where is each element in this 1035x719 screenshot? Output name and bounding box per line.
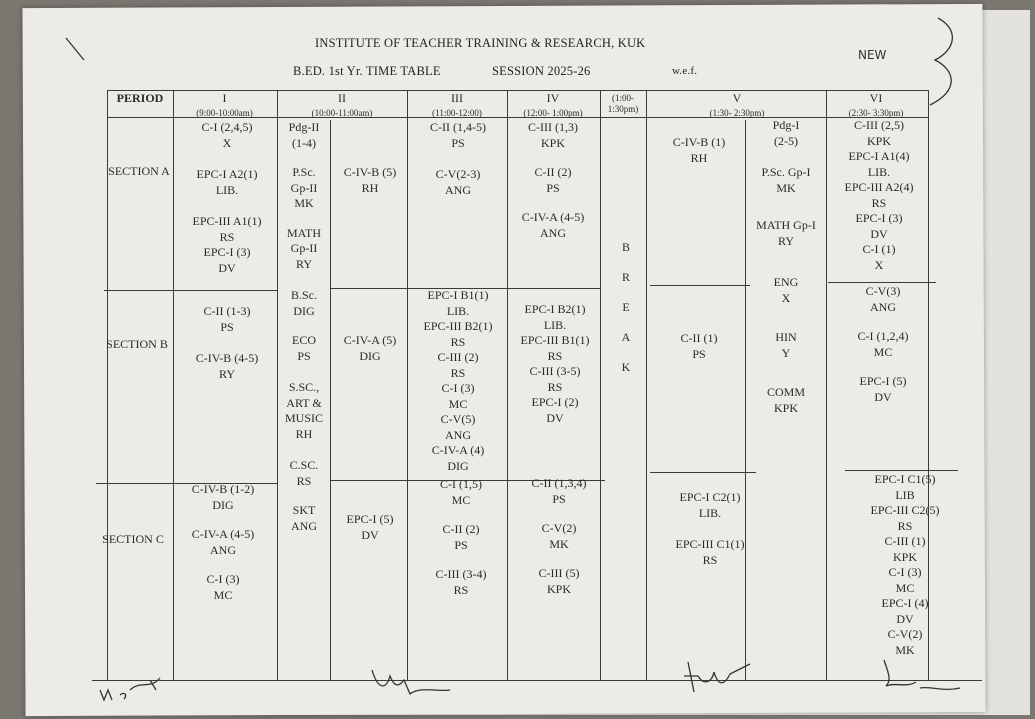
- section-b-label: SECTION B: [106, 337, 168, 351]
- col-IV-time: (12:00- 1:00pm): [523, 108, 583, 118]
- cell-line: RS: [450, 334, 466, 349]
- cell-line: RS: [219, 229, 235, 244]
- wef-label: w.e.f.: [672, 65, 698, 77]
- section-c-label: SECTION C: [102, 532, 164, 546]
- cell-line: C-III (1): [884, 534, 926, 548]
- cell-line: X: [222, 135, 232, 150]
- cell-line: RH: [295, 426, 313, 441]
- cell-line: C-III (3-4): [435, 567, 487, 581]
- cell-line: MC: [873, 344, 893, 359]
- cell-period-2-shared: [278, 120, 330, 534]
- cell-line: KPK: [540, 135, 565, 150]
- cell-line: RY: [218, 366, 235, 381]
- cell-line: LIB.: [446, 303, 470, 318]
- cell-line: MK: [776, 180, 796, 195]
- cell-line: C-II (1): [680, 331, 718, 345]
- cell-line: KPK: [866, 133, 891, 148]
- col-I-time: (9:00-10:00am): [196, 108, 253, 118]
- cell-line: C-III (3-5): [529, 364, 581, 378]
- cell-line: C-I (2,4,5): [201, 120, 253, 134]
- cell-line: C-I (3): [441, 381, 475, 395]
- cell-line: RY: [295, 256, 312, 271]
- cell-line: C-III (5): [538, 566, 580, 580]
- grid-v2-split: [330, 120, 331, 680]
- cell-line: EPC-III C2(5): [870, 503, 940, 517]
- cell-line: Y: [781, 345, 791, 360]
- cell-line: S.SC.,: [288, 380, 320, 394]
- col-V-time: (1:30- 2:30pm): [709, 108, 765, 118]
- cell-section-a-period-2: [334, 165, 406, 196]
- cell-section-a-period-5: [654, 135, 744, 166]
- cell-line: ANG: [540, 225, 566, 240]
- cell-line: C-I (3): [206, 572, 240, 586]
- cell-section-a-period-4: [508, 120, 598, 241]
- cell-line: MK: [895, 642, 915, 657]
- cell-line: C-IV-A (4-5): [521, 210, 585, 224]
- cell-line: MC: [895, 580, 915, 595]
- cell-line: C-IV-B (5): [343, 165, 397, 179]
- section-a-label: SECTION A: [108, 164, 170, 178]
- grid-row-b-c-col5: [650, 472, 756, 473]
- cell-line: EPC-I C1(5): [874, 472, 936, 486]
- cell-line: ECO: [292, 333, 316, 347]
- cell-line: DIG: [293, 303, 315, 318]
- break-letter: A: [621, 330, 631, 344]
- cell-line: PS: [454, 537, 468, 552]
- break-letter: K: [621, 360, 631, 374]
- cell-line: P.Sc.: [292, 165, 316, 179]
- cell-line: RS: [547, 348, 563, 363]
- cell-line: C-III (1,3): [528, 120, 578, 134]
- break-letter: R: [621, 270, 630, 284]
- cell-line: PS: [220, 319, 234, 334]
- col-VI-time: (2:30- 3:30pm): [848, 108, 904, 118]
- cell-line: B.Sc.: [290, 288, 317, 302]
- cell-line: C-V(2): [887, 627, 923, 641]
- col-III-label: III: [451, 91, 463, 105]
- cell-line: DV: [870, 226, 888, 241]
- cell-line: MK: [549, 536, 569, 551]
- cell-line: C-IV-B (4-5): [195, 351, 259, 365]
- cell-line: MC: [448, 396, 468, 411]
- cell-section-b-period-2: [334, 333, 406, 364]
- cell-line: C-V(5): [440, 412, 476, 426]
- cell-line: EPC-I A1(4): [848, 149, 910, 163]
- cell-line: C-II (1,3,4): [531, 476, 587, 490]
- break-letter: E: [622, 300, 630, 314]
- cell-line: Gp-II: [290, 180, 318, 195]
- cell-line: RY: [777, 233, 794, 248]
- cell-line: DIG: [359, 348, 381, 363]
- cell-line: MK: [294, 196, 314, 210]
- cell-line: X: [874, 257, 884, 272]
- cell-line: MATH Gp-I: [756, 218, 816, 232]
- cell-line: C-IV-B (1-2): [191, 482, 255, 496]
- session-label: SESSION 2025-26: [492, 64, 591, 78]
- cell-line: MC: [451, 492, 471, 507]
- cell-line: EPC-I (5): [859, 374, 907, 388]
- grid-row-a-b-col1: [104, 290, 277, 291]
- col-VI-label: VI: [869, 91, 883, 105]
- cell-line: HIN: [775, 330, 797, 344]
- cell-line: ENG: [773, 275, 799, 289]
- cell-line: RS: [547, 379, 563, 394]
- cell-line: C-IV-A (4): [431, 443, 485, 457]
- cell-line: Pdg-II: [288, 120, 320, 134]
- col-IV-label: IV: [546, 91, 560, 105]
- col-II-label: II: [338, 91, 346, 105]
- cell-line: C-I (1,2,4): [857, 329, 909, 343]
- cell-section-c-period-1: [174, 482, 272, 603]
- institute-title: INSTITUTE OF TEACHER TRAINING & RESEARCH, KUK: [315, 36, 646, 50]
- cell-line: SKT: [292, 503, 316, 517]
- cell-period-5-shared: [746, 118, 826, 416]
- cell-section-c-period-4: [512, 476, 606, 597]
- cell-line: (2-5): [774, 133, 798, 148]
- cell-section-b-period-5: [654, 331, 744, 362]
- cell-line: PS: [451, 135, 465, 150]
- cell-line: EPC-I B2(1): [524, 302, 586, 316]
- cell-line: RS: [453, 582, 469, 597]
- break-letter: B: [621, 240, 630, 254]
- cell-line: C-II (1,4-5): [430, 120, 486, 134]
- cell-line: ART &: [286, 395, 322, 410]
- cell-line: DV: [874, 389, 892, 404]
- cell-section-a-period-3: [410, 120, 506, 198]
- cell-line: LIB.: [698, 505, 722, 520]
- cell-line: KPK: [773, 400, 798, 415]
- cell-section-b-period-4: [508, 302, 602, 426]
- cell-line: MUSIC: [284, 411, 323, 425]
- cell-line: DV: [546, 410, 564, 425]
- cell-line: RS: [702, 552, 718, 567]
- cell-line: DV: [896, 611, 914, 626]
- period-header: PERIOD: [116, 91, 164, 105]
- cell-section-b-period-1: [178, 304, 276, 382]
- cell-line: KPK: [892, 549, 917, 564]
- cell-line: X: [781, 290, 791, 305]
- cell-section-c-period-5: [658, 490, 762, 568]
- cell-line: EPC-I C2(1): [679, 490, 741, 504]
- cell-line: Pdg-I: [772, 118, 800, 132]
- cell-line: RS: [871, 195, 887, 210]
- cell-section-b-period-6: [832, 284, 934, 405]
- cell-line: RS: [897, 518, 913, 533]
- cell-line: EPC-I (3): [203, 245, 251, 259]
- cell-line: EPC-III B1(1): [520, 333, 590, 347]
- cell-line: KPK: [546, 581, 571, 596]
- cell-line: EPC-III A1(1): [192, 214, 262, 228]
- cell-line: MC: [213, 587, 233, 602]
- cell-line: ANG: [445, 182, 471, 197]
- cell-line: C-III (2,5): [854, 118, 904, 132]
- cell-line: C-II (2): [534, 165, 572, 179]
- cell-line: C-IV-A (4-5): [191, 527, 255, 541]
- cell-line: DIG: [212, 497, 234, 512]
- cell-line: (1-4): [292, 135, 316, 150]
- col-II-time: (10:00-11:00am): [311, 108, 373, 118]
- grid-row-b-c-col6: [845, 470, 958, 471]
- grid-v3: [407, 90, 408, 680]
- cell-line: EPC-I A2(1): [196, 167, 258, 181]
- cell-line: ANG: [445, 427, 471, 442]
- cell-line: LIB.: [215, 182, 239, 197]
- cell-line: COMM: [766, 385, 805, 399]
- cell-line: LIB.: [543, 317, 567, 332]
- cell-line: C-V(2-3): [435, 167, 481, 181]
- cell-line: DV: [361, 527, 379, 542]
- cell-line: EPC-I (3): [855, 211, 903, 225]
- cell-line: RH: [361, 180, 379, 195]
- grid-row-a-b-col6: [828, 282, 936, 283]
- program-title: B.ED. 1st Yr. TIME TABLE: [293, 64, 441, 78]
- cell-line: PS: [552, 491, 566, 506]
- cell-line: RH: [690, 150, 708, 165]
- cell-line: EPC-I B1(1): [427, 288, 489, 302]
- cell-line: PS: [297, 348, 311, 363]
- cell-line: ANG: [291, 518, 317, 533]
- cell-line: C-I (1,5): [440, 477, 482, 491]
- cell-line: LIB.: [867, 164, 891, 179]
- cell-line: RS: [450, 365, 466, 380]
- cell-line: MATH: [286, 225, 321, 240]
- cell-line: EPC-I (2): [531, 395, 579, 409]
- cell-line: DIG: [447, 458, 469, 473]
- cell-line: PS: [692, 346, 706, 361]
- cell-line: ANG: [210, 542, 236, 557]
- cell-line: EPC-III C1(1): [675, 537, 745, 551]
- cell-line: C-I (3): [888, 565, 922, 579]
- cell-line: C-III (2): [437, 350, 479, 364]
- cell-line: C-IV-A (5): [343, 333, 397, 347]
- cell-line: EPC-I (5): [346, 512, 394, 526]
- cell-line: ANG: [870, 299, 896, 314]
- cell-line: Gp-II: [290, 241, 318, 255]
- col-I-label: I: [222, 91, 227, 105]
- col-break-time: (1:00- 1:30pm): [607, 93, 639, 114]
- cell-section-a-period-1: [178, 120, 276, 276]
- cell-line: C-II (2): [442, 522, 480, 536]
- cell-line: C-V(2): [541, 521, 577, 535]
- new-note: NEW: [858, 48, 887, 62]
- cell-line: LIB: [895, 487, 915, 502]
- grid-v6: [646, 90, 647, 680]
- col-III-time: (11:00-12:00): [432, 108, 482, 118]
- cell-line: EPC-III A2(4): [844, 180, 914, 194]
- cell-section-c-period-2: [334, 512, 406, 543]
- cell-section-c-period-6: [852, 472, 958, 658]
- cell-line: P.Sc. Gp-I: [761, 165, 811, 179]
- cell-line: EPC-III B2(1): [423, 319, 493, 333]
- cell-line: C.SC.: [289, 458, 319, 472]
- cell-line: C-IV-B (1): [672, 135, 726, 149]
- cell-line: EPC-I (4): [881, 596, 929, 610]
- cell-line: C-II (1-3): [203, 304, 251, 318]
- cell-line: C-I (1): [862, 242, 896, 256]
- cell-line: DV: [218, 260, 236, 275]
- cell-line: PS: [546, 180, 560, 195]
- cell-section-c-period-3: [410, 477, 512, 598]
- grid-v7: [826, 90, 827, 680]
- cell-section-a-period-6: [828, 118, 930, 273]
- col-V-label: V: [732, 91, 742, 105]
- cell-line: RS: [296, 473, 312, 488]
- grid-bottom: [92, 680, 982, 681]
- cell-section-b-period-3: [410, 288, 506, 474]
- cell-line: C-V(3): [865, 284, 901, 298]
- grid-row-a-b-col5: [650, 285, 750, 286]
